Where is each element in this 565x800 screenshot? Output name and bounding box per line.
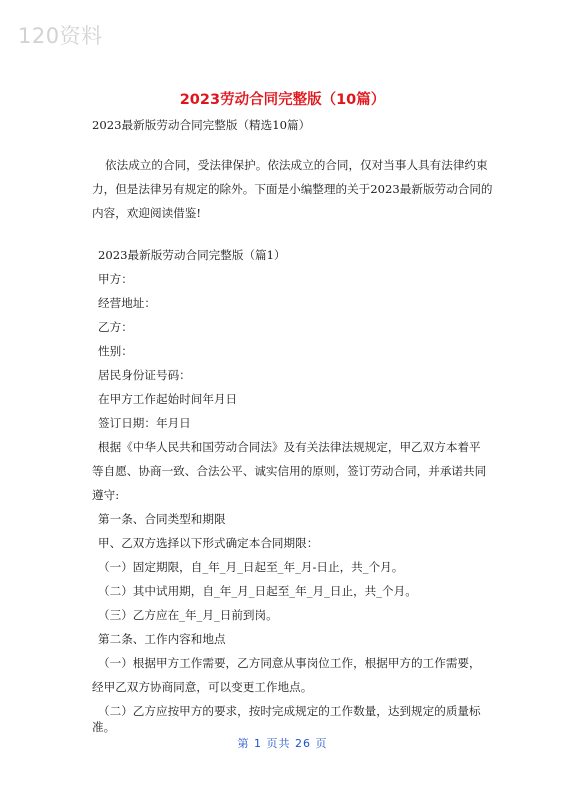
field-gender: 性别： [98, 344, 133, 358]
article-2-heading: 第二条、工作内容和地点 [98, 632, 226, 646]
article-1-item-1: （一）固定期限，自_年_月_日起至_年_月-日止，共_个月。 [98, 560, 404, 574]
document-title: 2023劳动合同完整版（10篇） [179, 92, 386, 108]
document-subtitle: 2023最新版劳动合同完整版（精选10篇） [92, 118, 311, 132]
field-party-b: 乙方： [98, 320, 133, 334]
preamble-line-1: 根据《中华人民共和国劳动合同法》及有关法律法规规定，甲乙双方本着平 [98, 440, 481, 454]
article-2-item-1-line-2: 经甲乙双方协商同意，可以变更工作地点。 [92, 680, 313, 694]
preamble-line-2: 等自愿、协商一致、合法公平、诚实信用的原则，签订劳动合同，并承诺共同 [92, 464, 487, 478]
field-id-number: 居民身份证号码： [98, 368, 191, 382]
preamble-line-3: 遵守: [92, 488, 120, 502]
article-2-item-1-line-1: （一）根据甲方工作需要，乙方同意从事岗位工作，根据甲方的工作需要， [98, 656, 481, 670]
article-1-heading: 第一条、合同类型和期限 [98, 512, 226, 526]
article-2-item-2-line-1: （二）乙方应按甲方的要求，按时完成规定的工作数量，达到规定的质量标 [98, 704, 481, 718]
article-1-lead: 甲、乙双方选择以下形式确定本合同期限： [98, 536, 319, 550]
section-heading: 2023最新版劳动合同完整版（篇1） [98, 248, 286, 262]
article-1-item-3: （三）乙方应在_年_月_日前到岗。 [98, 608, 278, 622]
field-start-date: 在甲方工作起始时间年月日 [98, 392, 238, 406]
field-party-a: 甲方： [98, 272, 133, 286]
watermark: 120资料 [18, 24, 103, 48]
intro-line-1: 依法成立的合同，受法律保护。依法成立的合同，仅对当事人具有法律约束 [105, 158, 488, 172]
field-sign-date: 签订日期：年月日 [98, 416, 191, 430]
intro-line-3: 内容，欢迎阅读借鉴! [92, 206, 202, 220]
article-2-item-2-line-2: 准。 [92, 720, 116, 734]
field-business-address: 经营地址： [98, 296, 156, 310]
page-footer: 第 1 页共 26 页 [237, 737, 328, 750]
intro-line-2: 力，但是法律另有规定的除外。下面是小编整理的关于2023最新版劳动合同的 [92, 182, 493, 196]
article-1-item-2: （二）其中试用期，自_年_月_日起至_年_月_日止，共_个月。 [98, 584, 417, 598]
